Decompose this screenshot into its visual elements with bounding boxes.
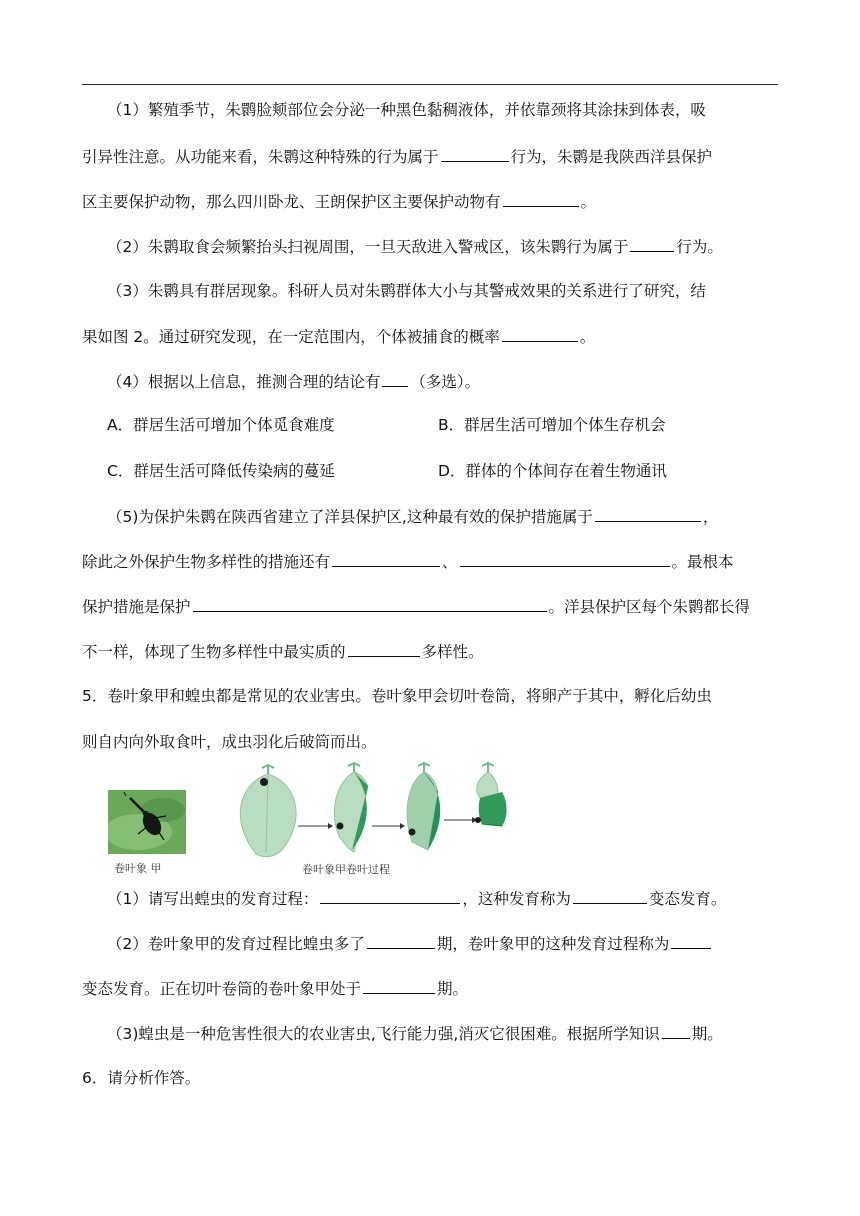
answer-blank[interactable] xyxy=(348,640,420,657)
answer-blank[interactable] xyxy=(367,932,435,949)
q5-part1: （1）请写出蝗虫的发育过程： ，这种发育称为 变态发育。 xyxy=(107,887,782,910)
q4-part1-line1: （1）繁殖季节，朱鹮脸颊部位会分泌一种黑色黏稠液体，并依靠颈将其涂抹到体表，吸 xyxy=(107,101,706,119)
answer-blank[interactable] xyxy=(595,505,701,522)
option-d[interactable]: D．群体的个体间存在着生物通讯 xyxy=(438,462,667,480)
photo-caption: 卷叶象 甲 xyxy=(114,862,162,875)
q4-part2: （2）朱鹮取食会频繁抬头扫视周围，一旦天敌进入警戒区，该朱鹮行为属于 行为。 xyxy=(107,235,782,258)
answer-blank[interactable] xyxy=(671,932,711,949)
answer-blank[interactable] xyxy=(363,977,435,994)
q4-part3-line1: （3）朱鹮具有群居现象。科研人员对朱鹮群体大小与其警戒效果的关系进行了研究，结 xyxy=(107,282,706,300)
q5-part2-line2: 变态发育。正在切叶卷筒的卷叶象甲处于 期。 xyxy=(82,977,782,1000)
q4-part5-line1: （5)为保护朱鹮在陕西省建立了洋县保护区,这种最有效的保护措施属于 ， xyxy=(107,505,782,528)
answer-blank[interactable] xyxy=(460,550,670,567)
q4-part5-line2: 除此之外保护生物多样性的措施还有 、 。最根本 xyxy=(82,550,782,573)
q6-stem: 6．请分析作答。 xyxy=(82,1069,201,1087)
answer-blank[interactable] xyxy=(382,370,408,387)
q4-part5-line3: 保护措施是保护 。洋县保护区每个朱鹮都长得 xyxy=(82,595,782,618)
answer-blank[interactable] xyxy=(662,1022,690,1039)
answer-blank[interactable] xyxy=(193,595,547,612)
option-c[interactable]: C．群居生活可降低传染病的蔓延 xyxy=(107,462,335,480)
option-a[interactable]: A．群居生活可增加个体觅食难度 xyxy=(107,416,335,434)
q5-part2-line1: （2）卷叶象甲的发育过程比蝗虫多了 期，卷叶象甲的这种发育过程称为 xyxy=(107,932,782,955)
q4-part3-line2: 果如图 2。通过研究发现，在一定范围内，个体被捕食的概率 。 xyxy=(82,325,782,348)
leaf-rolling-process-figure xyxy=(232,762,510,862)
q5-stem-line2: 则自内向外取食叶，成虫羽化后破筒而出。 xyxy=(82,733,377,751)
answer-blank[interactable] xyxy=(630,235,674,252)
q5-part3: （3)蝗虫是一种危害性很大的农业害虫,飞行能力强,消灭它很困难。根据所学知识 期。 xyxy=(107,1022,782,1045)
answer-blank[interactable] xyxy=(503,190,579,207)
answer-blank[interactable] xyxy=(320,887,460,904)
leaf-roller-weevil-photo xyxy=(108,790,186,854)
option-b[interactable]: B．群居生活可增加个体生存机会 xyxy=(438,416,666,434)
q5-stem-line1: 5．卷叶象甲和蝗虫都是常见的农业害虫。卷叶象甲会切叶卷筒，将卵产于其中，孵化后幼虫 xyxy=(82,687,712,705)
answer-blank[interactable] xyxy=(573,887,647,904)
answer-blank[interactable] xyxy=(332,550,440,567)
q4-part1-line2: 引异性注意。从功能来看，朱鹮这种特殊的行为属于 行为，朱鹮是我陕西洋县保护 xyxy=(82,145,782,168)
answer-blank[interactable] xyxy=(441,145,509,162)
q4-part4: （4）根据以上信息，推测合理的结论有 （多选）。 xyxy=(107,370,782,393)
q4-part5-line4: 不一样，体现了生物多样性中最实质的 多样性。 xyxy=(82,640,782,663)
answer-blank[interactable] xyxy=(502,325,578,342)
q4-part1-line3: 区主要保护动物，那么四川卧龙、王朗保护区主要保护动物有 。 xyxy=(82,190,782,213)
process-caption: 卷叶象甲卷叶过程 xyxy=(302,863,390,876)
top-rule xyxy=(82,84,778,85)
